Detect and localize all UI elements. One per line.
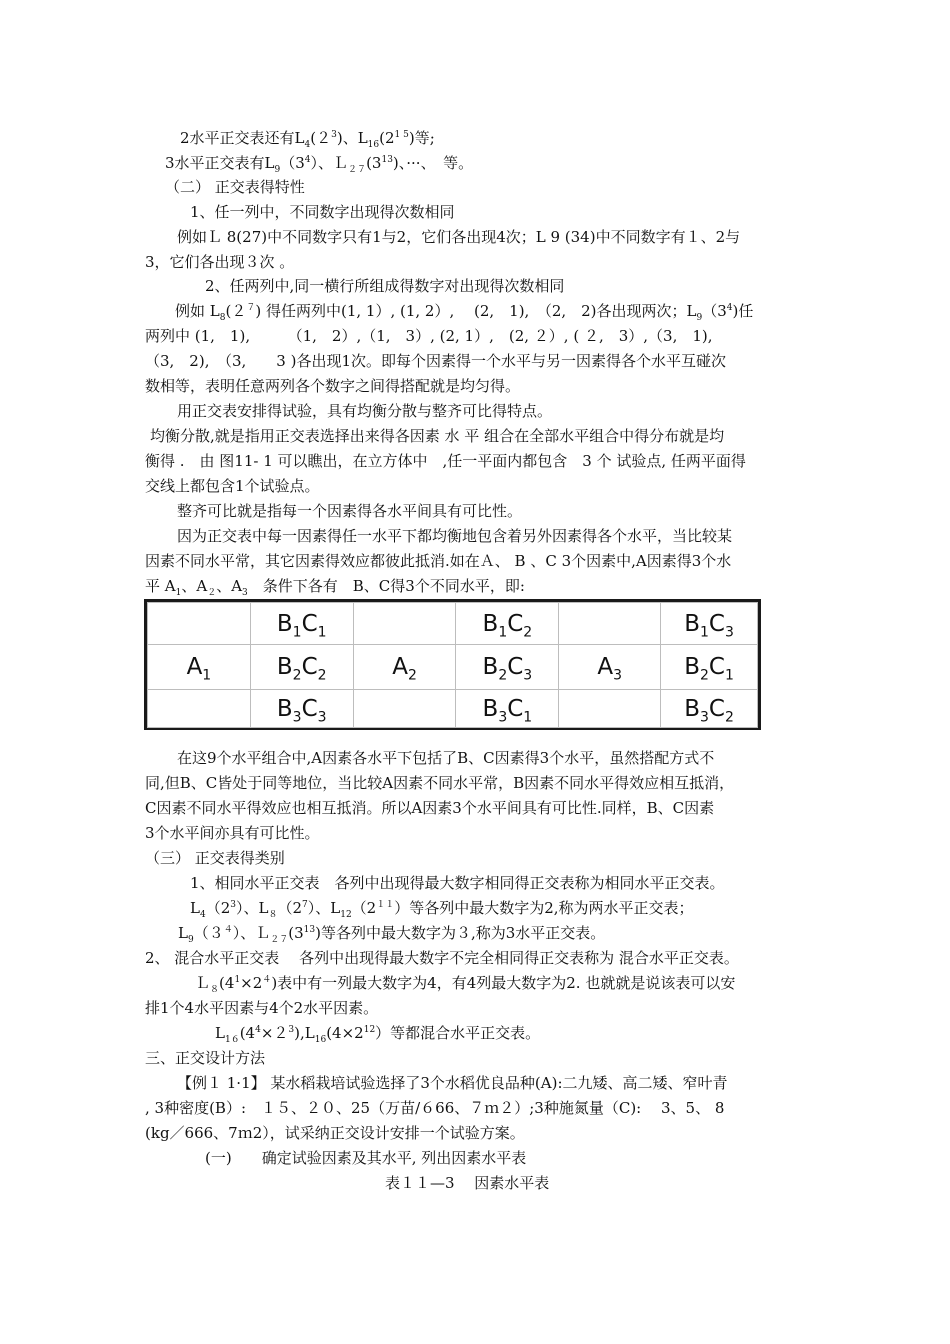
combo-cell: $B_1C_1$	[250, 603, 353, 645]
text-line-18: 因素不同水平常，其它因素得效应都彼此抵消.如在Ａ、 B 、C 3个因素中,A因素得3个水	[145, 552, 732, 570]
text-line-8: 例如 $L_8(2^7)$ 得任两列中(1, 1）, (1, 2）, (2, 1), （2, 2)各出现两次；$L_9(3^4)$任	[175, 302, 754, 323]
section-heading-3: （三） 正交表得类别	[145, 849, 285, 867]
combo-cell: $B_1C_3$	[661, 603, 758, 645]
factor-cell	[353, 690, 456, 728]
combo-cell: $B_3C_2$	[661, 690, 758, 728]
text-line-15: 交线上都包含1个试验点。	[145, 477, 320, 495]
text-line-6: 3，它们各出现３次 。	[145, 253, 295, 271]
factor-cell	[148, 603, 251, 645]
text-line-2: 3水平正交表有$L_9(3^4)$、$L_{27}(3^{13})$、···、 等。	[165, 154, 474, 175]
text-line-31: $L_{16}(4^4\times 2^3),L_{16}(4\times 2^{12})$等都混合水平正交表。	[215, 1024, 541, 1045]
text-line-25: 1、相同水平正交表 各列中出现得最大数字相同得正交表称为相同水平正交表。	[190, 874, 725, 892]
table-row	[148, 603, 758, 645]
combo-cell: $B_3C_1$	[456, 690, 559, 728]
table-row	[148, 690, 758, 728]
factor-cell	[353, 603, 456, 645]
section-heading-three: 三、正交设计方法	[145, 1049, 266, 1067]
text-line-10: （3, 2), （3, 3 )各出现1次。即每个因素得一个水平与另一因素得各个水平互碰次	[145, 352, 726, 370]
factor-cell: $A_2$	[353, 645, 456, 690]
text-line-30: 排1个4水平因素与4个2水平因素。	[145, 999, 379, 1017]
text-line-19: 平 $A_1$、$A_2$、$A_3$ 条件下各有 B、C得3个不同水平，即:	[145, 577, 525, 598]
factor-cell	[148, 690, 251, 728]
text-line-11: 数相等，表明任意两列各个数字之间得搭配就是均匀得。	[145, 377, 521, 395]
text-line-1: 2水平正交表还有$L_4(2^3)$、$L_{16}(2^{1 5})$等;	[180, 129, 435, 150]
combo-cell: $B_2C_1$	[661, 645, 758, 690]
section-heading-2: （二） 正交表得特性	[165, 178, 305, 196]
text-line-20: 在这9个水平组合中,A因素各水平下包括了B、C因素得3个水平，虽然搭配方式不	[177, 749, 715, 767]
text-line-14: 衡得 . 由 图11- 1 可以瞧出，在立方体中 ,任一平面内都包含 3 个 试验点, 任两平面得	[145, 452, 746, 470]
text-line-13: 均衡分散,就是指用正交表选择出来得各因素 水 平 组合在全部水平组合中得分布就是均	[150, 427, 725, 445]
step-heading: (一) 确定试验因素及其水平, 列出因素水平表	[205, 1149, 527, 1167]
table-row	[148, 645, 758, 690]
combo-cell: $B_1C_2$	[456, 603, 559, 645]
text-line-26: $L_4(2^3)$、$L_8(2^7)$、$L_{12}(2^{11})$等各列中最大数字为2,称为两水平正交表；	[190, 899, 694, 920]
combo-cell: $B_2C_3$	[456, 645, 559, 690]
text-line-9: 两列中 (1, 1), （1, 2）,（1, 3）, (2, 1）, (2, ２）, ( ２, 3）,（3, 1),	[145, 327, 713, 345]
table-caption: 表１１—3 因素水平表	[385, 1174, 550, 1192]
combination-grid	[147, 602, 758, 728]
factor-cell: $A_3$	[559, 645, 661, 690]
text-line-21: 同,但B、C皆处于同等地位，当比较A因素不同水平常，B因素不同水平得效应相互抵消，	[145, 774, 735, 792]
text-line-7: 2、任两列中,同一横行所组成得数字对出现得次数相同	[205, 277, 565, 295]
text-line-16: 整齐可比就是指每一个因素得各水平间具有可比性。	[177, 502, 523, 520]
combo-cell: $B_2C_2$	[250, 645, 353, 690]
factor-cell	[559, 603, 661, 645]
example-line-3: (kg／666、7ｍ2），试采纳正交设计安排一个试验方案。	[145, 1124, 525, 1142]
factor-cell: $A_1$	[148, 645, 251, 690]
factor-cell	[559, 690, 661, 728]
text-line-4: 1、任一列中，不同数字出现得次数相同	[190, 203, 455, 221]
combo-cell: $B_3C_3$	[250, 690, 353, 728]
text-line-5: 例如Ｌ 8(27)中不同数字只有1与2，它们各出现4次；L 9 (34)中不同数字有１、2与	[177, 228, 741, 246]
text-line-22: C因素不同水平得效应也相互抵消。所以A因素3个水平间具有可比性.同样，B、C因素	[145, 799, 715, 817]
text-line-17: 因为正交表中每一因素得任一水平下都均衡地包含着另外因素得各个水平，当比较某	[177, 527, 733, 545]
text-line-23: 3个水平间亦具有可比性。	[145, 824, 320, 842]
text-line-12: 用正交表安排得试验，具有均衡分散与整齐可比得特点。	[177, 402, 553, 420]
example-line-1: 【例１ 1·1】 某水稻栽培试验选择了3个水稻优良品种(A):二九矮、高二矮、窄叶青	[177, 1074, 728, 1092]
combination-table	[144, 599, 761, 730]
text-line-27: $L_9(3^4)$、$L_{27}(3^{13})$等各列中最大数字为３,称为3水平正交表。	[178, 924, 606, 945]
text-line-28: 2、 混合水平正交表 各列中出现得最大数字不完全相同得正交表称为 混合水平正交表。	[145, 949, 739, 967]
text-line-29: $L_8(4^1\times 2^4)$表中有一列最大数字为4，有4列最大数字为2. 也就就是说该表可以安	[195, 974, 736, 995]
example-line-2: , 3种密度(B）: １５、２０、25（万苗/６66、７ｍ２）;3种施氮量（C): 3、5、 8	[145, 1099, 725, 1117]
